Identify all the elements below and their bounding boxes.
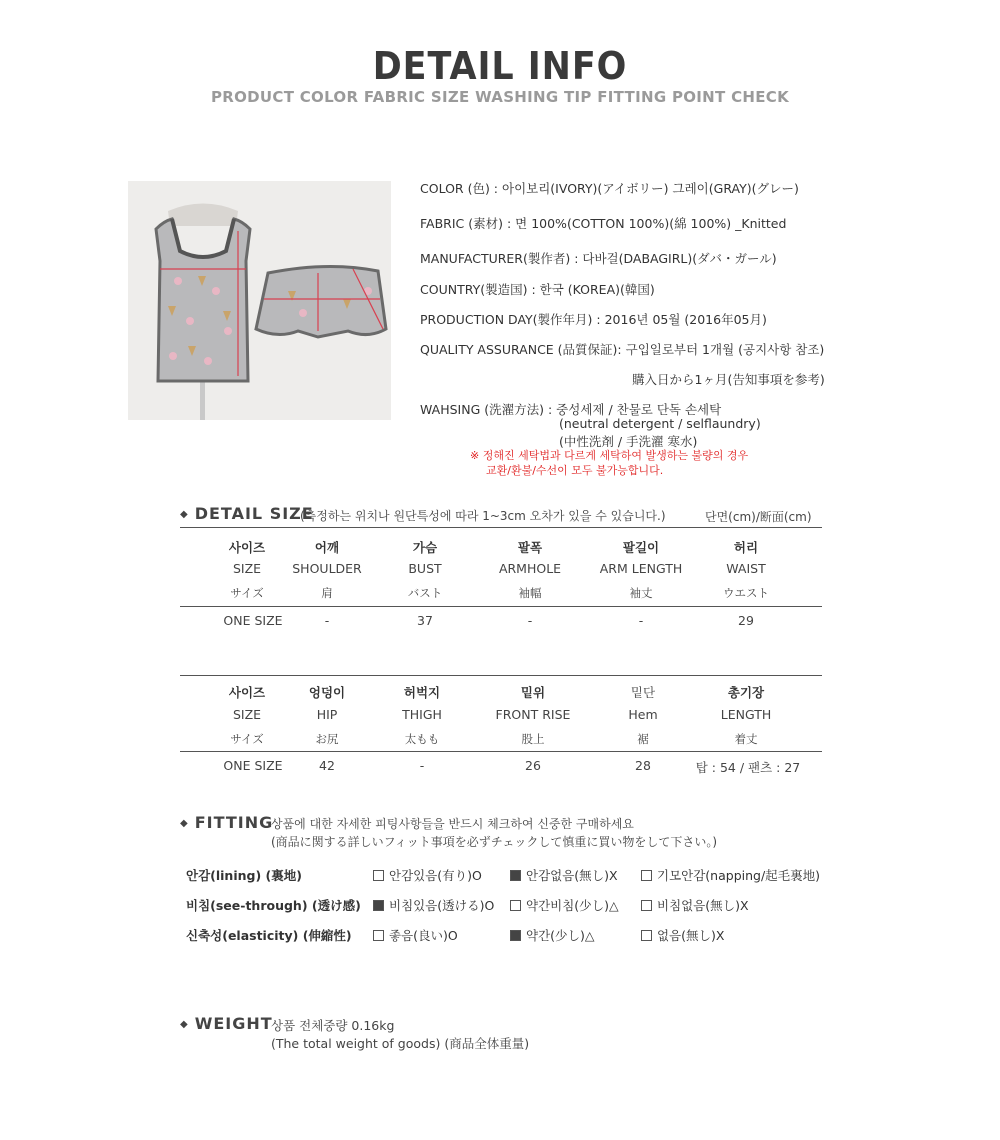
table2-top-rule bbox=[180, 675, 822, 676]
info-quality-jp: 購入日から1ヶ月(告知事項を参考) bbox=[632, 372, 825, 387]
table-cell: 밑위 bbox=[520, 685, 546, 700]
warning-note-2: 교환/환불/수선이 모두 불가능합니다. bbox=[486, 464, 664, 477]
info-washing: WAHSING (洗濯方法) : 중성세제 / 찬물로 단독 손세탁 bbox=[420, 402, 722, 417]
weight-line-2: (The total weight of goods) (商品全体重量) bbox=[271, 1036, 530, 1051]
table-cell: 총기장 bbox=[727, 685, 765, 700]
table-cell: ウエスト bbox=[723, 586, 769, 600]
table-cell: LENGTH bbox=[720, 707, 772, 722]
info-quality: QUALITY ASSURANCE (品質保証): 구입일로부터 1개월 (공지사항 참조) bbox=[420, 342, 825, 357]
table-cell: 팔길이 bbox=[622, 540, 660, 555]
table-cell: ARM LENGTH bbox=[599, 561, 683, 576]
table-cell: 탑 : 54 / 팬츠 : 27 bbox=[695, 760, 801, 775]
table-cell: - bbox=[638, 613, 644, 628]
checkbox-icon bbox=[641, 870, 652, 881]
table-cell: 허리 bbox=[733, 540, 759, 555]
checkbox-icon bbox=[641, 930, 652, 941]
fitting-option: 안감없음(無し)X bbox=[510, 866, 618, 884]
table-cell: BUST bbox=[408, 561, 442, 576]
fitting-option: 안감있음(有り)O bbox=[373, 866, 482, 884]
table-cell: サイズ bbox=[230, 586, 264, 600]
info-production: PRODUCTION DAY(製作年月) : 2016년 05월 (2016年05月) bbox=[420, 312, 767, 327]
table-cell: サイズ bbox=[230, 732, 264, 746]
info-color: COLOR (色) : 아이보리(IVORY)(アイボリー) 그레이(GRAY)(グレー) bbox=[420, 181, 799, 196]
table-cell: 밑단 bbox=[630, 685, 656, 700]
checkbox-icon bbox=[510, 900, 521, 911]
fitting-heading: ◆ FITTING bbox=[180, 813, 274, 832]
warning-note-1: ※ 정해진 세탁법과 다르게 세탁하여 발생하는 불량의 경우 bbox=[470, 449, 749, 462]
table-cell: 어깨 bbox=[314, 540, 340, 555]
table-cell: お尻 bbox=[315, 732, 339, 746]
table-cell: 사이즈 bbox=[228, 540, 266, 555]
table-cell: SHOULDER bbox=[292, 561, 362, 576]
table-cell: 사이즈 bbox=[228, 685, 266, 700]
table-cell: THIGH bbox=[402, 707, 442, 722]
table-cell: - bbox=[419, 758, 425, 773]
table-cell: ONE SIZE bbox=[223, 613, 283, 628]
info-fabric: FABRIC (素材) : 면 100%(COTTON 100%)(綿 100%) _Knitted bbox=[420, 216, 787, 231]
fitting-desc-2: (商品に関する詳しいフィット事項を必ずチェックして慎重に買い物をして下さい。) bbox=[271, 835, 718, 849]
fitting-option: 좋음(良い)O bbox=[373, 926, 458, 944]
page-subtitle: PRODUCT COLOR FABRIC SIZE WASHING TIP FITTING POINT CHECK bbox=[210, 88, 790, 106]
diamond-bullet-icon: ◆ bbox=[180, 1019, 189, 1030]
fitting-option: 약간(少し)△ bbox=[510, 926, 595, 944]
diamond-bullet-icon: ◆ bbox=[180, 818, 189, 829]
table-cell: 37 bbox=[417, 613, 433, 628]
checkbox-icon bbox=[373, 930, 384, 941]
page-title: DETAIL INFO bbox=[372, 44, 628, 88]
detail-size-unit: 단면(cm)/断面(cm) bbox=[705, 510, 812, 524]
table-cell: ONE SIZE bbox=[223, 758, 283, 773]
table-cell: 太もも bbox=[404, 732, 440, 746]
table-cell: 26 bbox=[525, 758, 541, 773]
detail-size-heading: ◆ DETAIL SIZE bbox=[180, 504, 314, 523]
fitting-option: 약간비침(少し)△ bbox=[510, 896, 619, 914]
fitting-option: 비침있음(透ける)O bbox=[373, 896, 494, 914]
fitting-row-label: 신축성(elasticity) (伸縮性) bbox=[186, 928, 352, 943]
table-cell: 팔폭 bbox=[517, 540, 543, 555]
table-cell: 29 bbox=[738, 613, 754, 628]
checkbox-checked-icon bbox=[373, 900, 384, 911]
weight-line-1: 상품 전체중량 0.16kg bbox=[271, 1018, 395, 1033]
fitting-row-label: 비침(see-through) (透け感) bbox=[186, 898, 361, 913]
fitting-desc-1: 상품에 대한 자세한 피팅사항들을 반드시 체크하여 신중한 구매하세요 bbox=[271, 817, 634, 831]
table1-top-rule bbox=[180, 527, 822, 528]
info-washing-jp: (中性洗剤 / 手洗濯 寒水) bbox=[559, 434, 698, 449]
table-cell: 着丈 bbox=[734, 732, 758, 746]
table-cell: - bbox=[527, 613, 533, 628]
checkbox-icon bbox=[373, 870, 384, 881]
info-washing-en: (neutral detergent / selflaundry) bbox=[559, 416, 761, 431]
table-cell: 裾 bbox=[637, 732, 649, 746]
checkbox-checked-icon bbox=[510, 930, 521, 941]
table1-header-rule bbox=[180, 606, 822, 607]
table-cell: 엉덩이 bbox=[308, 685, 346, 700]
table-cell: FRONT RISE bbox=[495, 707, 571, 722]
table-cell: Hem bbox=[628, 707, 658, 722]
info-manufacturer: MANUFACTURER(製作者) : 다바걸(DABAGIRL)(ダバ・ガール) bbox=[420, 251, 777, 266]
diamond-bullet-icon: ◆ bbox=[180, 509, 189, 520]
table-cell: 股上 bbox=[521, 732, 545, 746]
detail-size-caption: (측정하는 위치나 원단특성에 따라 1~3cm 오차가 있을 수 있습니다.) bbox=[300, 509, 666, 523]
table-cell: WAIST bbox=[726, 561, 766, 576]
table-cell: ARMHOLE bbox=[498, 561, 562, 576]
info-country: COUNTRY(製造国) : 한국 (KOREA)(韓国) bbox=[420, 282, 655, 297]
weight-heading: ◆ WEIGHT bbox=[180, 1014, 273, 1033]
table-cell: 袖幅 bbox=[518, 586, 542, 600]
product-illustration bbox=[128, 181, 391, 420]
table-cell: SIZE bbox=[232, 707, 262, 722]
table-cell: 28 bbox=[635, 758, 651, 773]
fitting-option: 없음(無し)X bbox=[641, 926, 724, 944]
fitting-option: 기모안감(napping/起毛裏地) bbox=[641, 866, 820, 884]
table-cell: 허벅지 bbox=[403, 685, 441, 700]
table-cell: 肩 bbox=[321, 586, 333, 600]
table-cell: 袖丈 bbox=[629, 586, 653, 600]
checkbox-icon bbox=[641, 900, 652, 911]
table-cell: バスト bbox=[407, 586, 443, 600]
table-cell: - bbox=[324, 613, 330, 628]
table2-header-rule bbox=[180, 751, 822, 752]
fitting-option: 비침없음(無し)X bbox=[641, 896, 749, 914]
fitting-row-label: 안감(lining) (裏地) bbox=[186, 868, 302, 883]
product-photo bbox=[128, 181, 391, 420]
checkbox-checked-icon bbox=[510, 870, 521, 881]
table-cell: 가슴 bbox=[412, 540, 438, 555]
table-cell: HIP bbox=[316, 707, 338, 722]
table-cell: 42 bbox=[319, 758, 335, 773]
table-cell: SIZE bbox=[232, 561, 262, 576]
